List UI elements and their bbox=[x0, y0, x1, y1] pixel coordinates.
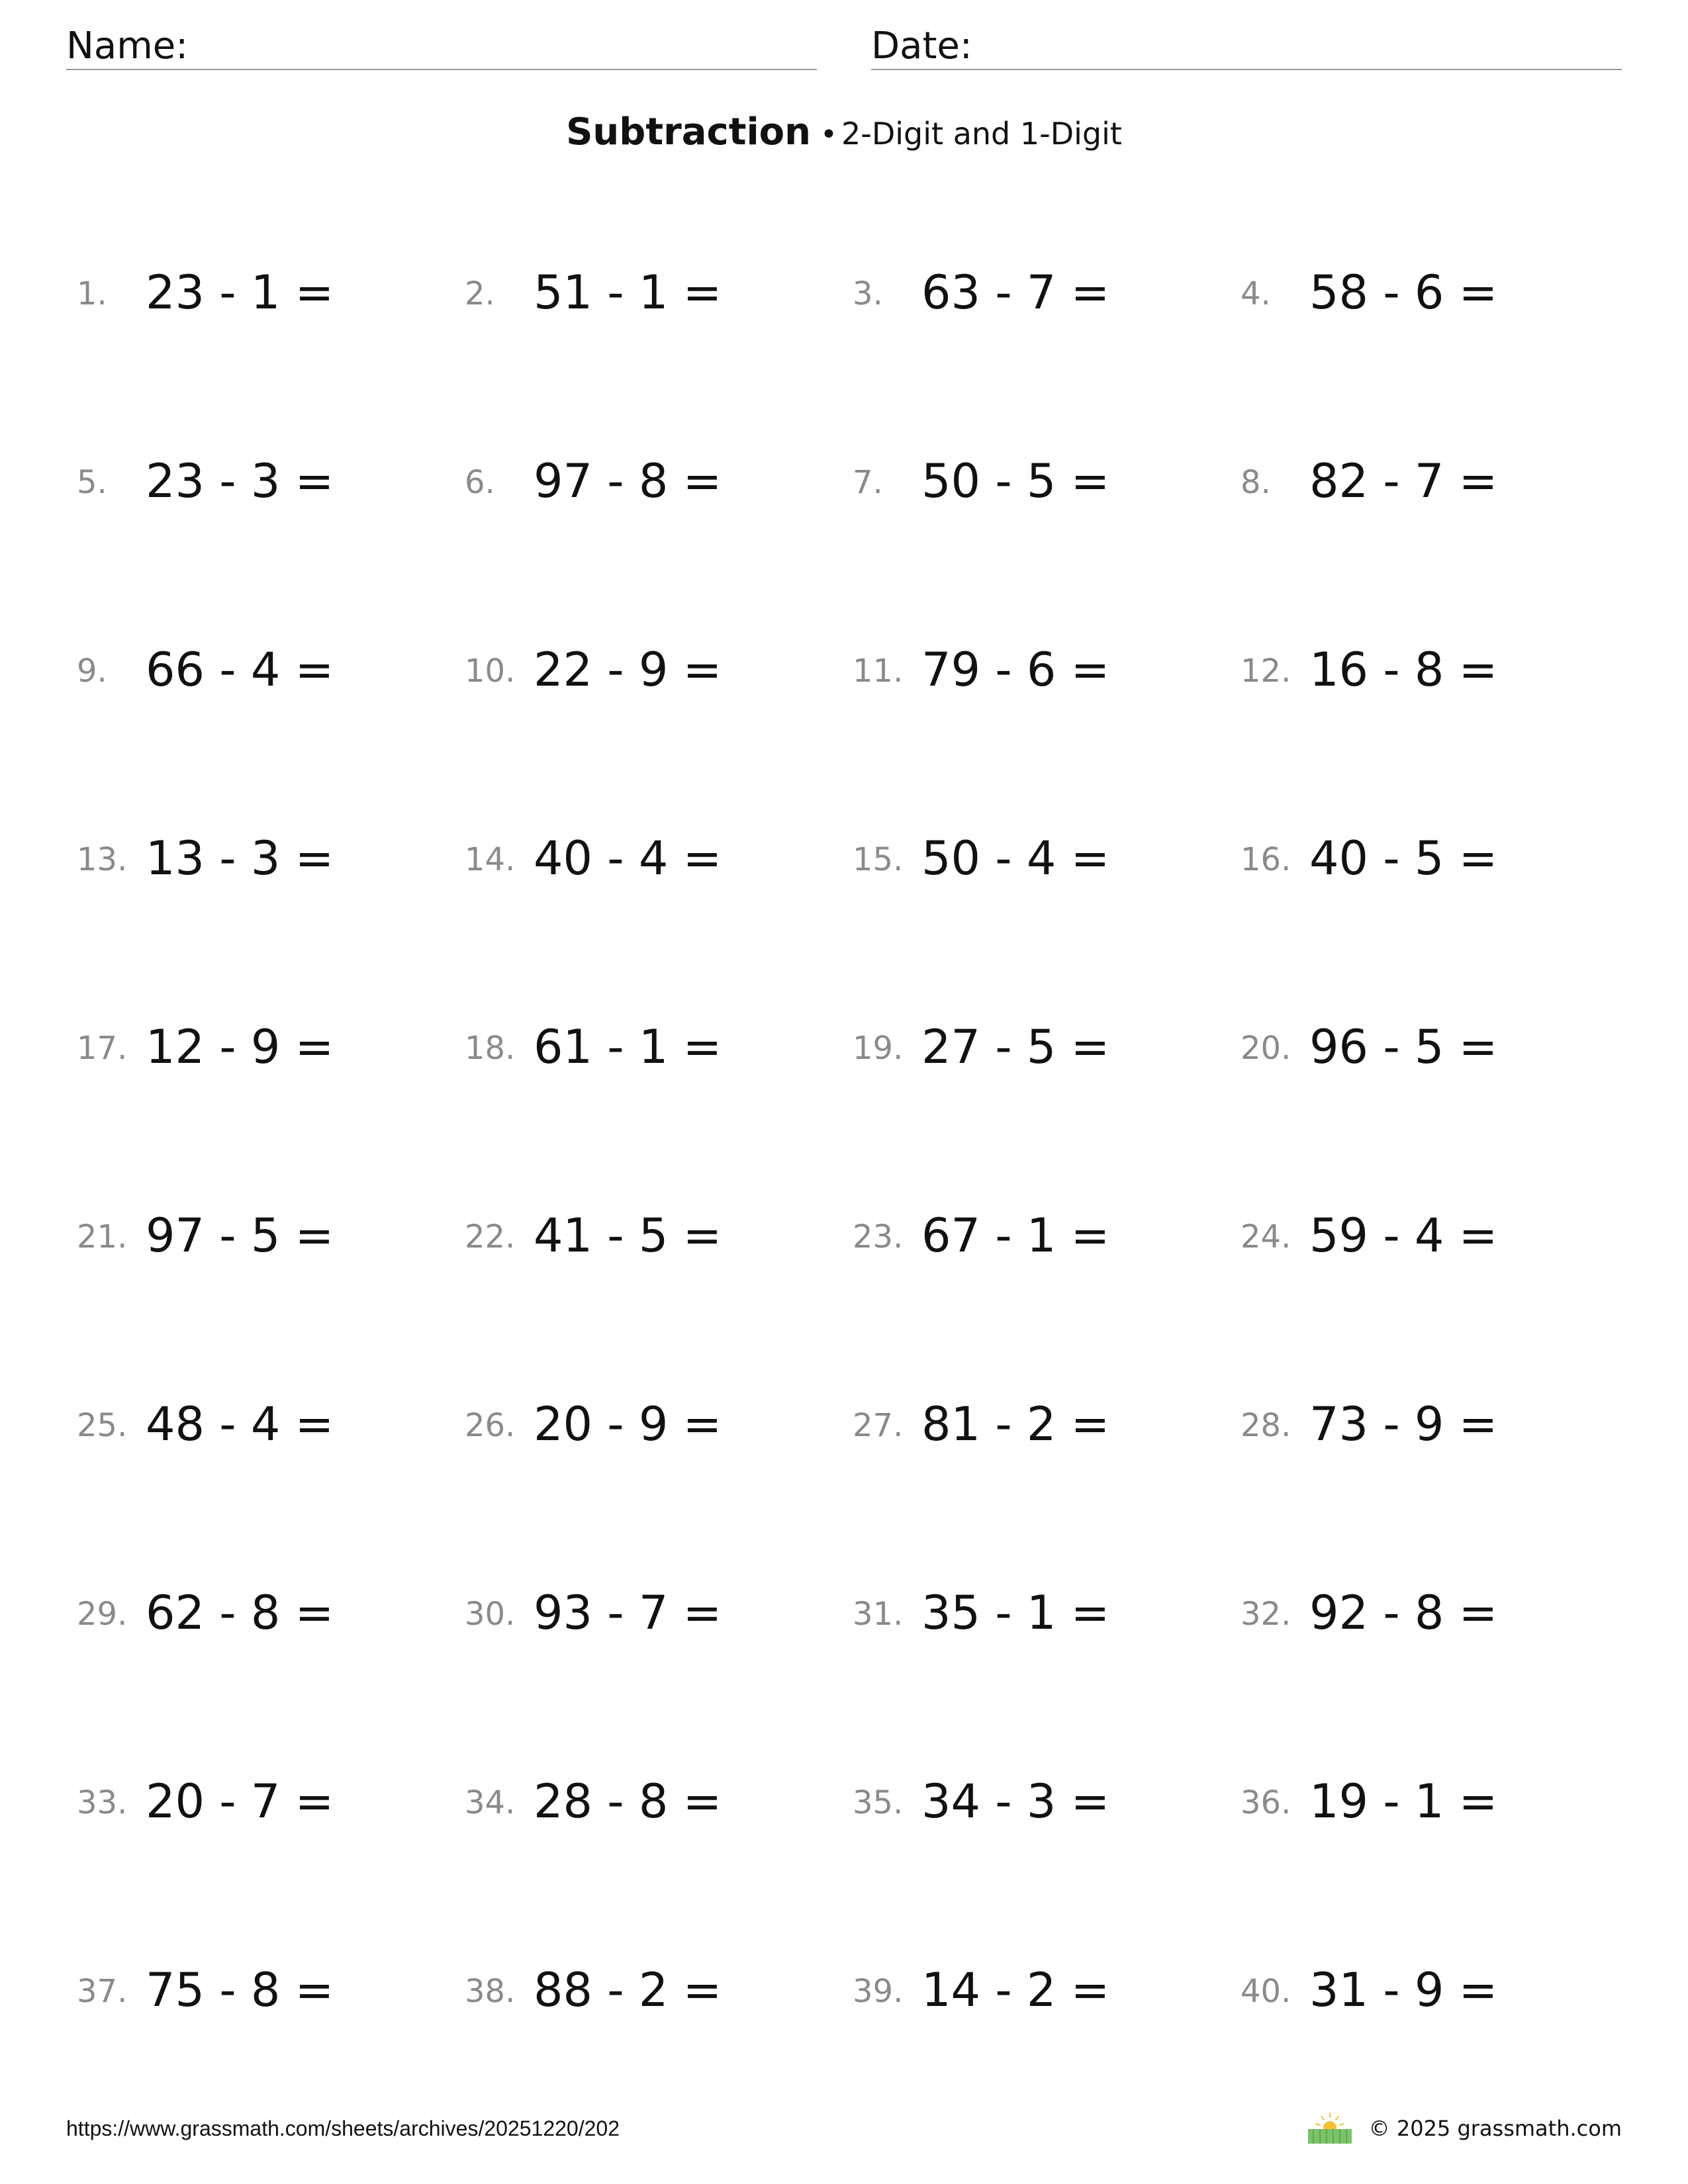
problem-number: 35. bbox=[853, 1784, 904, 1821]
problem-number: 17. bbox=[77, 1030, 128, 1067]
problem-item bbox=[853, 1768, 1223, 1835]
problem-number: 25. bbox=[77, 1407, 128, 1444]
problem-expression: 13 - 3 = bbox=[146, 831, 334, 886]
problem-number: 5. bbox=[77, 464, 107, 501]
problem-number: 13. bbox=[77, 841, 128, 878]
problem-expression: 50 - 5 = bbox=[921, 454, 1110, 508]
problem-number: 16. bbox=[1241, 841, 1291, 878]
problem-expression: 79 - 6 = bbox=[921, 643, 1110, 697]
problem-expression: 16 - 8 = bbox=[1309, 643, 1498, 697]
problem-expression: 82 - 7 = bbox=[1309, 454, 1498, 508]
problem-item bbox=[465, 1957, 835, 2023]
problem-item bbox=[853, 1203, 1223, 1269]
problem-expression: 51 - 1 = bbox=[534, 265, 722, 320]
problem-expression: 28 - 8 = bbox=[534, 1774, 722, 1829]
problem-number: 18. bbox=[465, 1030, 516, 1067]
problem-number: 27. bbox=[853, 1407, 904, 1444]
problem-expression: 88 - 2 = bbox=[534, 1963, 722, 2017]
problem-item bbox=[465, 1014, 835, 1080]
problem-expression: 59 - 4 = bbox=[1309, 1208, 1498, 1263]
problem-number: 4. bbox=[1241, 275, 1271, 312]
problem-number: 31. bbox=[853, 1596, 904, 1633]
footer-copyright: © 2025 grassmath.com bbox=[1368, 2116, 1622, 2141]
problem-item bbox=[465, 1203, 835, 1269]
problem-number: 36. bbox=[1241, 1784, 1291, 1821]
problem-number: 12. bbox=[1241, 653, 1291, 690]
problem-item bbox=[853, 1957, 1223, 2023]
problem-expression: 93 - 7 = bbox=[534, 1586, 722, 1640]
title-main: Subtraction bbox=[566, 111, 812, 154]
problem-expression: 92 - 8 = bbox=[1309, 1586, 1498, 1640]
problem-item bbox=[465, 259, 835, 326]
problem-item bbox=[1241, 1768, 1611, 1835]
problem-item bbox=[1241, 825, 1611, 891]
problem-item bbox=[77, 825, 447, 891]
problem-expression: 62 - 8 = bbox=[146, 1586, 334, 1640]
problem-number: 28. bbox=[1241, 1407, 1291, 1444]
title-subtitle: 2-Digit and 1-Digit bbox=[841, 116, 1122, 152]
problem-item bbox=[77, 1203, 447, 1269]
problem-number: 21. bbox=[77, 1218, 128, 1255]
problem-item bbox=[1241, 637, 1611, 703]
problem-expression: 35 - 1 = bbox=[921, 1586, 1110, 1640]
problem-item bbox=[77, 448, 447, 514]
problem-item bbox=[853, 825, 1223, 891]
problem-number: 39. bbox=[853, 1973, 904, 2010]
problem-item bbox=[77, 1391, 447, 1457]
problem-number: 37. bbox=[77, 1973, 128, 2010]
problem-expression: 27 - 5 = bbox=[921, 1020, 1110, 1074]
problem-item bbox=[853, 637, 1223, 703]
problem-item bbox=[77, 1768, 447, 1835]
problem-number: 40. bbox=[1241, 1973, 1291, 2010]
problem-item bbox=[77, 259, 447, 326]
problem-expression: 34 - 3 = bbox=[921, 1774, 1110, 1829]
problem-number: 6. bbox=[465, 464, 495, 501]
problem-item bbox=[1241, 1391, 1611, 1457]
problem-expression: 40 - 5 = bbox=[1309, 831, 1498, 886]
problem-number: 2. bbox=[465, 275, 495, 312]
problem-item bbox=[465, 448, 835, 514]
problem-expression: 75 - 8 = bbox=[146, 1963, 334, 2017]
problem-item bbox=[465, 1580, 835, 1646]
problem-item bbox=[1241, 1203, 1611, 1269]
problem-item bbox=[465, 1391, 835, 1457]
problem-expression: 12 - 9 = bbox=[146, 1020, 334, 1074]
problem-expression: 67 - 1 = bbox=[921, 1208, 1110, 1263]
problem-item bbox=[1241, 448, 1611, 514]
problem-item bbox=[853, 1014, 1223, 1080]
problem-number: 38. bbox=[465, 1973, 516, 2010]
problem-expression: 41 - 5 = bbox=[534, 1208, 722, 1263]
problem-number: 15. bbox=[853, 841, 904, 878]
problem-item bbox=[853, 259, 1223, 326]
problem-expression: 19 - 1 = bbox=[1309, 1774, 1498, 1829]
problem-number: 30. bbox=[465, 1596, 516, 1633]
problem-item bbox=[465, 825, 835, 891]
problem-expression: 22 - 9 = bbox=[534, 643, 722, 697]
grass-sun-logo-icon bbox=[1307, 2112, 1353, 2145]
problem-expression: 23 - 3 = bbox=[146, 454, 334, 508]
problem-item bbox=[77, 1957, 447, 2023]
problem-item bbox=[77, 1580, 447, 1646]
problem-number: 32. bbox=[1241, 1596, 1291, 1633]
problem-expression: 58 - 6 = bbox=[1309, 265, 1498, 320]
problem-number: 22. bbox=[465, 1218, 516, 1255]
problem-number: 24. bbox=[1241, 1218, 1291, 1255]
problem-number: 20. bbox=[1241, 1030, 1291, 1067]
problem-expression: 31 - 9 = bbox=[1309, 1963, 1498, 2017]
problem-item bbox=[853, 1391, 1223, 1457]
title-separator: • bbox=[820, 118, 837, 152]
problem-number: 14. bbox=[465, 841, 516, 878]
problem-number: 3. bbox=[853, 275, 883, 312]
problem-expression: 50 - 4 = bbox=[921, 831, 1110, 886]
problem-number: 1. bbox=[77, 275, 107, 312]
problem-number: 29. bbox=[77, 1596, 128, 1633]
problem-expression: 48 - 4 = bbox=[146, 1397, 334, 1451]
problem-expression: 40 - 4 = bbox=[534, 831, 722, 886]
problem-item bbox=[853, 1580, 1223, 1646]
footer-brand bbox=[1307, 2109, 1622, 2148]
problem-item bbox=[1241, 259, 1611, 326]
name-label: Name: bbox=[66, 24, 189, 68]
problem-item bbox=[1241, 1957, 1611, 2023]
problem-number: 33. bbox=[77, 1784, 128, 1821]
date-field[interactable] bbox=[871, 21, 1622, 70]
problem-item bbox=[1241, 1014, 1611, 1080]
problem-number: 8. bbox=[1241, 464, 1271, 501]
problem-expression: 23 - 1 = bbox=[146, 265, 334, 320]
problem-item bbox=[853, 448, 1223, 514]
problem-number: 11. bbox=[853, 653, 904, 690]
footer-url[interactable]: https://www.grassmath.com/sheets/archives/20251220/202 bbox=[66, 2116, 620, 2140]
problem-number: 10. bbox=[465, 653, 516, 690]
problem-expression: 66 - 4 = bbox=[146, 643, 334, 697]
problem-expression: 20 - 7 = bbox=[146, 1774, 334, 1829]
problem-number: 26. bbox=[465, 1407, 516, 1444]
problem-number: 7. bbox=[853, 464, 883, 501]
problem-expression: 73 - 9 = bbox=[1309, 1397, 1498, 1451]
problem-expression: 14 - 2 = bbox=[921, 1963, 1110, 2017]
problem-expression: 97 - 8 = bbox=[534, 454, 722, 508]
problem-item bbox=[465, 1768, 835, 1835]
problem-number: 34. bbox=[465, 1784, 516, 1821]
date-label: Date: bbox=[871, 24, 972, 68]
name-field[interactable] bbox=[66, 21, 817, 70]
problem-expression: 20 - 9 = bbox=[534, 1397, 722, 1451]
problem-expression: 96 - 5 = bbox=[1309, 1020, 1498, 1074]
problem-item bbox=[465, 637, 835, 703]
worksheet-title bbox=[0, 106, 1688, 167]
problem-number: 23. bbox=[853, 1218, 904, 1255]
problem-expression: 63 - 7 = bbox=[921, 265, 1110, 320]
problem-item bbox=[77, 1014, 447, 1080]
problem-item bbox=[1241, 1580, 1611, 1646]
problem-expression: 81 - 2 = bbox=[921, 1397, 1110, 1451]
problem-number: 19. bbox=[853, 1030, 904, 1067]
problem-item bbox=[77, 637, 447, 703]
problem-expression: 97 - 5 = bbox=[146, 1208, 334, 1263]
problem-expression: 61 - 1 = bbox=[534, 1020, 722, 1074]
problem-number: 9. bbox=[77, 653, 107, 690]
